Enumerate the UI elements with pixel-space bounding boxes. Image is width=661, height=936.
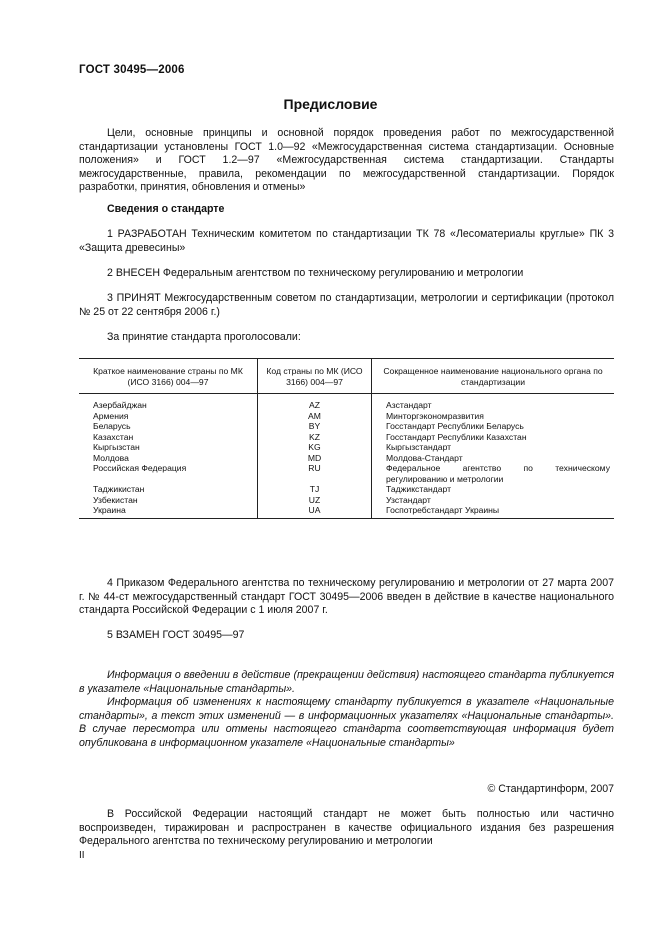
- table-row: [79, 484, 614, 495]
- code-cell: BY: [258, 421, 372, 432]
- voting-countries-table: [79, 358, 614, 519]
- info-paragraph-2: Информация об изменениях к настоящему стандарту публикуется в указателе «Национальные стандарты», а текст этих изменений — в информационных указателях «Национальные стандарты». В случае пересмотра или отмены настоящего стандарта соответствующая информация будет опубликована в информационном указателе «Национальные стандарты»: [79, 696, 614, 749]
- intro-paragraph: Цели, основные принципы и основной порядок проведения работ по межгосударственной стандартизации установлены ГОСТ 1.0—92 «Межгосударственная система стандартизации. Основные положения» и ГОСТ 1.2—97 «Межгосударственная система стандартизации. Стандарты межгосударственные, правила, рекомендации по межгосударственной стандартизации. Порядок разработки, принятия, обновления и отмены»: [79, 127, 614, 194]
- organ-cell: Госстандарт Республики Казахстан: [372, 432, 615, 443]
- page-number: II: [79, 850, 85, 861]
- organ-cell: Минторгэкономразвития: [372, 411, 615, 422]
- code-cell: UZ: [258, 495, 372, 506]
- organ-cell: Кыргызстандарт: [372, 442, 615, 453]
- table-header-code: Код страны по МК (ИСО 3166) 004—97: [258, 359, 372, 394]
- table-header-organ: Сокращенное наименование национального органа по стандартизации: [372, 359, 615, 394]
- code-cell: AM: [258, 411, 372, 422]
- code-cell: AZ: [258, 394, 372, 411]
- document-code-header: ГОСТ 30495—2006: [79, 64, 185, 76]
- info-paragraph-1: Информация о введении в действие (прекращении действия) настоящего стандарта публикуется в указателе «Национальные стандарты».: [79, 669, 614, 695]
- table-row: [79, 432, 614, 443]
- table-row: [79, 453, 614, 464]
- table-row: [79, 411, 614, 422]
- code-cell: KG: [258, 442, 372, 453]
- table-row: [79, 495, 614, 506]
- country-cell: Узбекистан: [93, 494, 138, 505]
- organ-cell: Таджикстандарт: [372, 484, 615, 495]
- organ-cell: Узстандарт: [372, 495, 615, 506]
- organ-cell: Госстандарт Республики Беларусь: [372, 421, 615, 432]
- reproduction-notice: В Российской Федерации настоящий стандарт не может быть полностью или частично воспроизведен, тиражирован и распространен в качестве официального издания без разрешения Федерального агентства по техническому регулированию и метрологии: [79, 808, 614, 848]
- code-cell: UA: [258, 505, 372, 518]
- table-header-country: Краткое наименование страны по МК (ИСО 3166) 004—97: [79, 359, 258, 394]
- table-row: [79, 442, 614, 453]
- code-cell: MD: [258, 453, 372, 464]
- item-adopted: 3 ПРИНЯТ Межгосударственным советом по стандартизации, метрологии и сертификации (протокол № 25 от 22 сентября 2006 г.): [79, 292, 614, 318]
- country-cell: Казахстан: [93, 431, 134, 442]
- organ-cell: Госпотребстандарт Украины: [372, 505, 615, 518]
- table-row: [79, 394, 614, 411]
- country-cell: Молдова: [93, 452, 129, 463]
- page-title: Предисловие: [283, 96, 378, 112]
- code-cell: TJ: [258, 484, 372, 495]
- code-cell: KZ: [258, 432, 372, 443]
- country-cell: Азербайджан: [93, 400, 147, 410]
- item-order: 4 Приказом Федерального агентства по техническому регулированию и метрологии от 27 марта 2007 г. № 44-ст межгосударственный стандарт ГОСТ 30495—2006 введен в действие в качестве национального стандарта Российской Федерации с 1 июля 2007 г.: [79, 577, 614, 617]
- country-cell: Армения: [93, 410, 129, 421]
- table-row: [79, 463, 614, 484]
- voted-label: За принятие стандарта проголосовали:: [107, 331, 301, 343]
- item-replaces: 5 ВЗАМЕН ГОСТ 30495—97: [107, 629, 245, 641]
- section-heading: Сведения о стандарте: [107, 203, 225, 215]
- country-cell: Таджикистан: [93, 484, 145, 494]
- country-cell: Беларусь: [93, 421, 131, 431]
- country-cell: Украина: [93, 505, 126, 515]
- copyright-line: © Стандартинформ, 2007: [487, 783, 614, 795]
- table-row: [79, 505, 614, 518]
- item-introduced: 2 ВНЕСЕН Федеральным агентством по техническому регулированию и метрологии: [107, 267, 524, 279]
- table-body: [79, 394, 614, 519]
- organ-cell: Азстандарт: [372, 394, 615, 411]
- table-header-row: [79, 359, 614, 394]
- country-cell: Российская Федерация: [93, 463, 187, 473]
- organ-cell: Федеральное агентство по техническому регулированию и метрологии: [372, 463, 615, 484]
- code-cell: RU: [258, 463, 372, 484]
- item-developed: 1 РАЗРАБОТАН Техническим комитетом по стандартизации ТК 78 «Лесоматериалы круглые» ПК 3 «Защита древесины»: [79, 228, 614, 254]
- table-row: [79, 421, 614, 432]
- country-cell: Кыргызстан: [93, 442, 140, 452]
- organ-cell: Молдова-Стандарт: [372, 453, 615, 464]
